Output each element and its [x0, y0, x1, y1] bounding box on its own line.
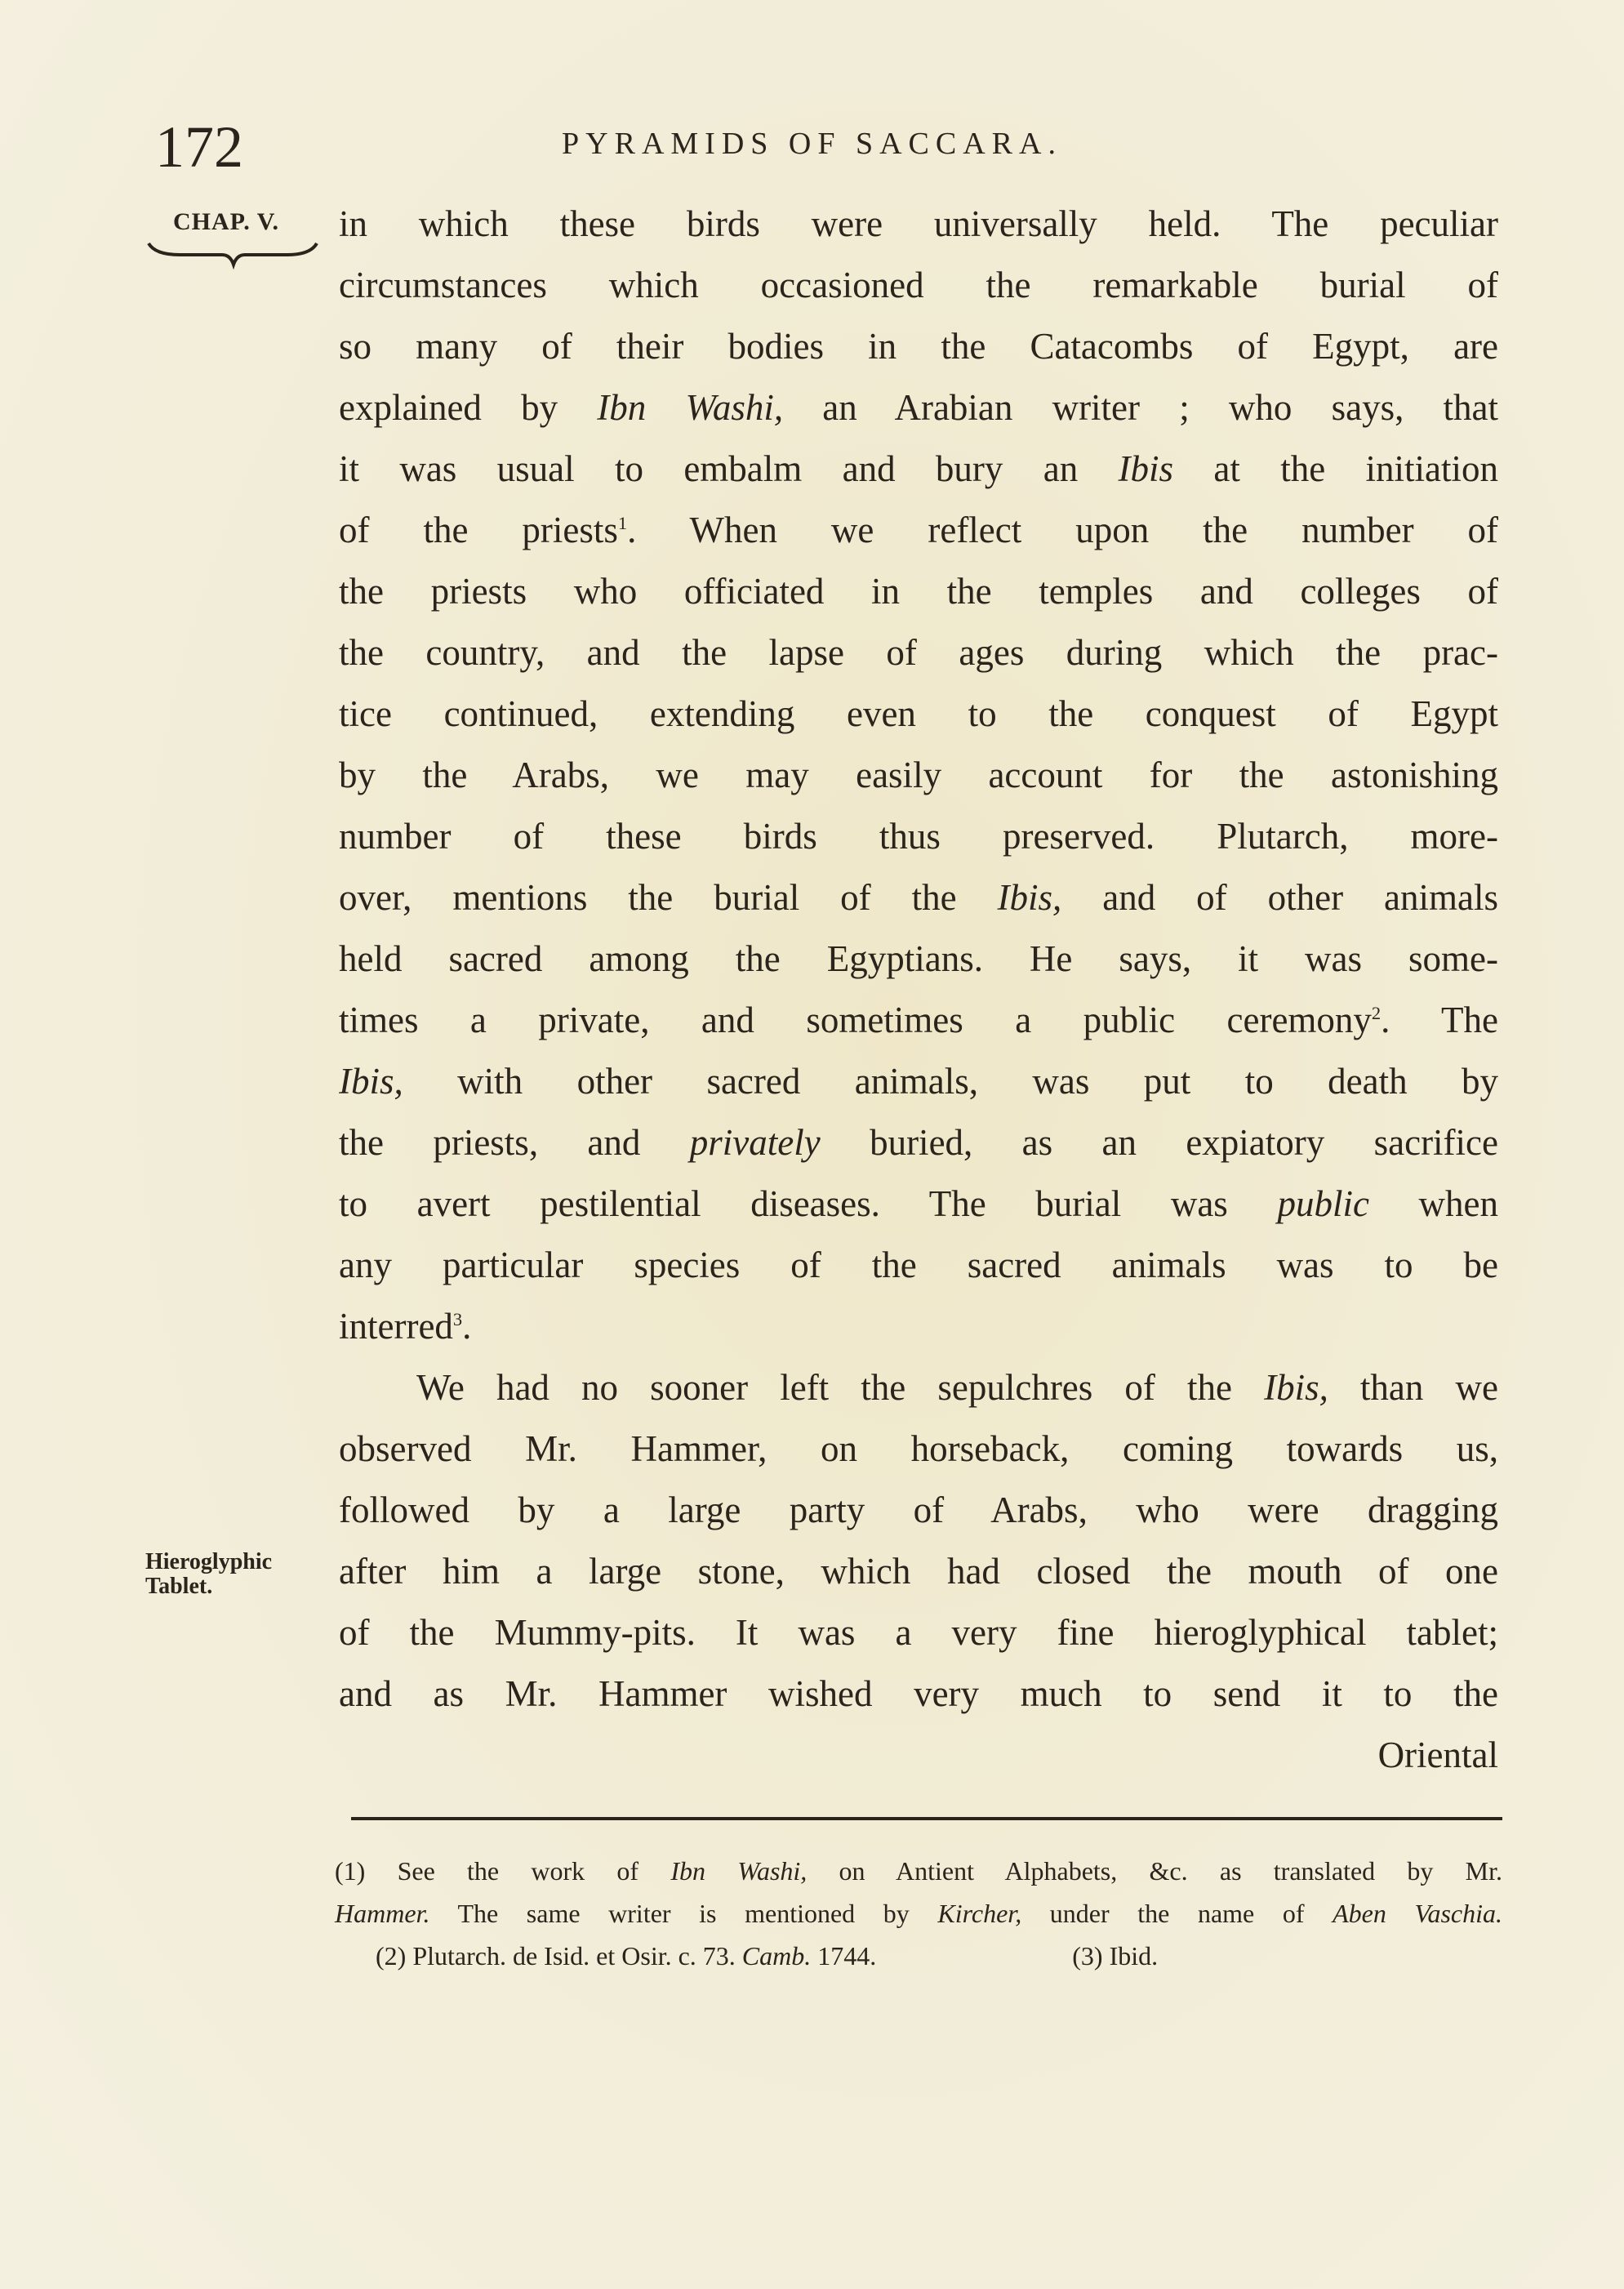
- text-line: times a private, and sometimes a public ceremony$^2$. The: [339, 1000, 1498, 1040]
- margin-note-hieroglyphic-tablet: Hieroglyphic Tablet.: [145, 1549, 273, 1599]
- body-text: [339, 194, 1498, 1786]
- text-line: any particular species of the sacred animals was to be: [339, 1245, 1498, 1285]
- text-line: over, mentions the burial of the Ibis, and of other animals: [339, 877, 1498, 918]
- text-line: of the priests$^1$. When we reflect upon the number of: [339, 510, 1498, 550]
- text-line: it was usual to embalm and bury an Ibis at the initiation: [339, 448, 1498, 489]
- text-line: number of these birds thus preserved. Plutarch, more-: [339, 816, 1498, 857]
- text-line: of the Mummy-pits. It was a very fine hieroglyphical tablet;: [339, 1612, 1498, 1653]
- footnotes: [335, 1850, 1502, 1977]
- text-line: circumstances which occasioned the remarkable burial of: [339, 265, 1498, 305]
- text-line: the priests, and privately buried, as an expiatory sacrifice: [339, 1122, 1498, 1163]
- italic-name: Ibis,: [997, 877, 1062, 918]
- footnote-2-3: (2) Plutarch. de Isid. et Osir. c. 73. Camb. 1744. (3) Ibid.: [376, 1941, 1159, 1971]
- text-line: held sacred among the Egyptians. He says, it was some-: [339, 938, 1498, 979]
- italic-name: Ibn Washi,: [597, 387, 784, 428]
- text-line: observed Mr. Hammer, on horseback, coming towards us,: [339, 1428, 1498, 1469]
- footnote-1-cont: Hammer. The same writer is mentioned by Kircher, under the name of Aben Vaschia.: [335, 1899, 1503, 1928]
- brace-ornament: [147, 237, 318, 269]
- footnote-1: (1) See the work of Ibn Washi, on Antient Alphabets, &c. as translated by Mr.: [335, 1856, 1503, 1886]
- text-line: so many of their bodies in the Catacombs of Egypt, are: [339, 326, 1498, 367]
- running-head: PYRAMIDS OF SACCARA.: [562, 127, 1062, 161]
- text-line: explained by Ibn Washi, an Arabian writer ; who says, that: [339, 387, 1498, 428]
- text-line: Ibis, with other sacred animals, was put to death by: [339, 1061, 1498, 1102]
- text-line: and as Mr. Hammer wished very much to send it to the: [339, 1673, 1498, 1714]
- text-line: the country, and the lapse of ages during which the prac-: [339, 632, 1498, 673]
- text-line: followed by a large party of Arabs, who were dragging: [339, 1490, 1498, 1530]
- text-line: in which these birds were universally held. The peculiar: [339, 203, 1498, 244]
- text-line: to avert pestilential diseases. The burial was public when: [339, 1183, 1498, 1224]
- page-header: [0, 114, 1624, 180]
- text-line: tice continued, extending even to the conquest of Egypt: [339, 693, 1498, 734]
- footnote-rule: [351, 1817, 1502, 1820]
- italic-name: Ibis: [1118, 448, 1174, 489]
- italic-word: privately: [689, 1122, 821, 1163]
- page-number: 172: [155, 114, 243, 180]
- catchword: Oriental: [1377, 1735, 1498, 1775]
- italic-name: Ibis,: [1264, 1367, 1328, 1408]
- footnote-ref: 1: [617, 513, 628, 533]
- text-line: after him a large stone, which had closed the mouth of one: [339, 1551, 1498, 1592]
- text-line: the priests who officiated in the temples and colleges of: [339, 571, 1498, 612]
- text-line: We had no sooner left the sepulchres of the Ibis, than we: [416, 1367, 1498, 1408]
- italic-name: Ibis,: [339, 1061, 403, 1102]
- footnote-ref: 3: [452, 1309, 463, 1329]
- italic-word: public: [1277, 1183, 1369, 1224]
- chapter-marker: CHAP. V.: [173, 208, 279, 235]
- text-line: by the Arabs, we may easily account for the astonishing: [339, 755, 1498, 795]
- text-line: interred$^3$.: [339, 1306, 472, 1347]
- footnote-ref: 2: [1371, 1003, 1382, 1023]
